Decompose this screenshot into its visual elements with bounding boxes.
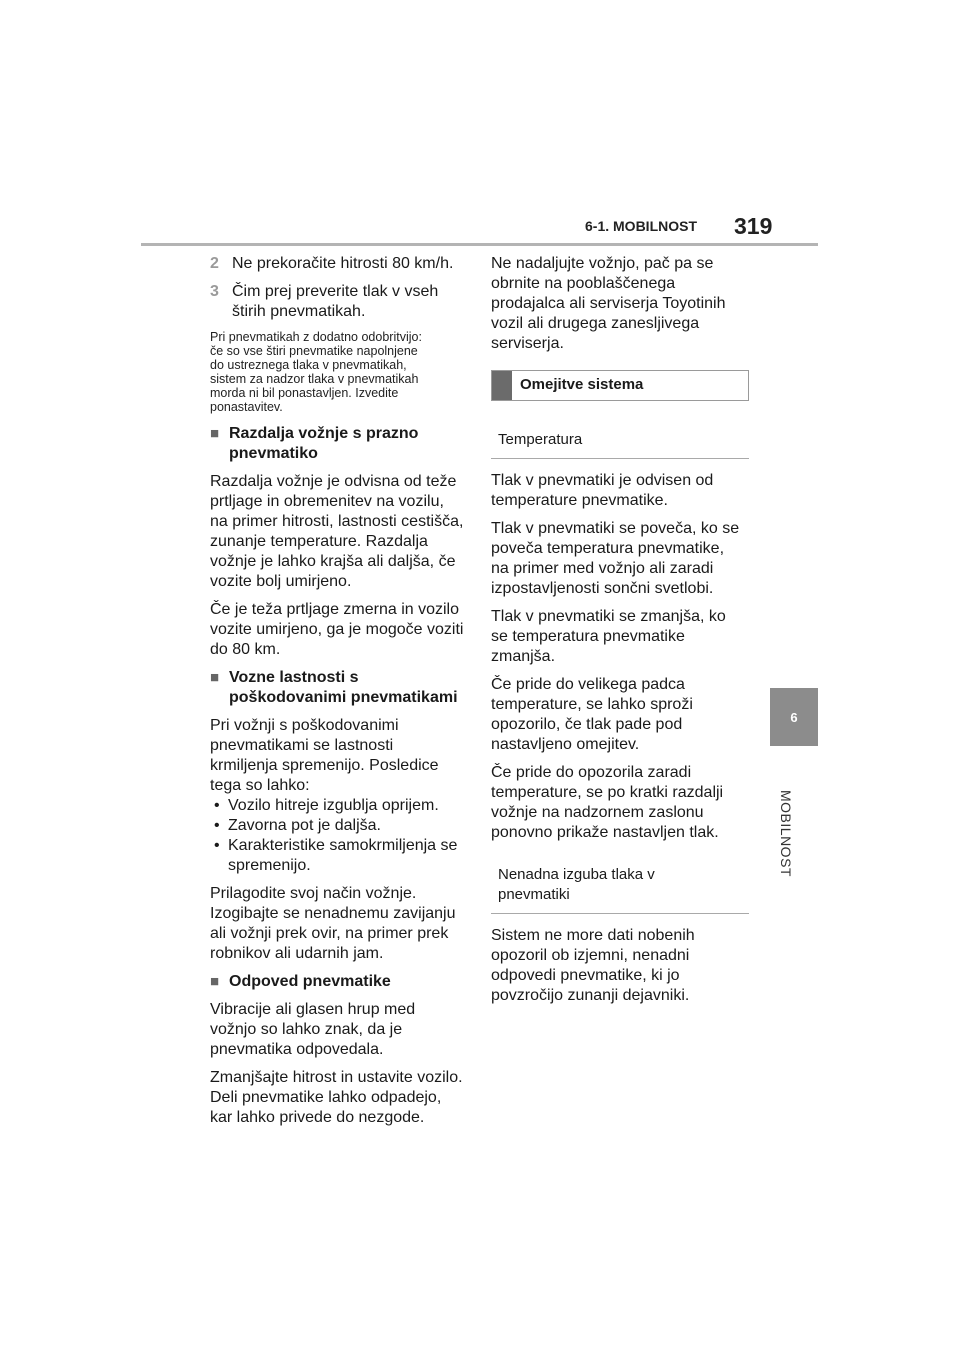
text-line: temperature, se po kratki razdalji (491, 784, 724, 801)
text-line: Tlak v pnevmatiki se poveča, ko se (491, 520, 740, 537)
text-line: poveča temperatura pnevmatike, (491, 540, 725, 557)
text-line: vozil ali drugega zanesljivega (491, 315, 700, 332)
paragraph (210, 884, 468, 964)
square-bullet-icon: ■ (210, 973, 220, 990)
subheading-sudden-pressure-loss (491, 857, 749, 914)
text-line: na primer med vožnjo ali zaradi (491, 560, 714, 577)
text-line: če so vse štiri pnevmatike napolnjene (210, 344, 418, 358)
text-line: Deli pnevmatike lahko odpadejo, (210, 1089, 442, 1106)
list-item: • Vozilo hitreje izgublja oprijem. (210, 796, 468, 816)
paragraph (491, 471, 749, 511)
chapter-number: 6 (790, 710, 798, 725)
section-title: 6-1. MOBILNOST (585, 218, 698, 234)
text-line: opozorilo, če tlak pade pod (491, 716, 683, 733)
text-line: vozite bolj umirjeno. (210, 573, 352, 590)
text-line: Razdalja vožnje je odvisna od teže (210, 473, 457, 490)
text-line: krmiljenja spremenijo. Posledice (210, 757, 439, 774)
text-line: povzročijo zunanji dejavniki. (491, 987, 690, 1004)
chapter-side-label: MOBILNOST (778, 790, 794, 877)
text-line: ali vožnji prek ovir, na primer prek (210, 925, 449, 942)
heading-text: Odpoved pnevmatike (229, 973, 391, 990)
text-line: tega so lahko: (210, 777, 310, 794)
text-line: pnevmatiko (229, 445, 318, 462)
text-line: temperature pnevmatike. (491, 492, 668, 509)
text-line: Vozne lastnosti s (229, 669, 359, 686)
text-line: prtljage in obremenitev na vozilu, (210, 493, 444, 510)
text-line: Če je teža prtljage zmerna in vozilo (210, 601, 460, 618)
text-line: do ustreznega tlaka v pnevmatikah, (210, 358, 407, 372)
paragraph (210, 472, 468, 592)
bullet-list (210, 796, 468, 876)
text-line: serviserja. (491, 335, 564, 352)
text-line: Prilagodite svoj način vožnje. (210, 885, 417, 902)
text-line: prodajalca ali serviserja Toyotinih (491, 295, 726, 312)
heading-tire-failure (210, 972, 468, 992)
list-item: • Zavorna pot je daljša. (210, 816, 468, 836)
paragraph (491, 675, 749, 755)
step-text (232, 282, 438, 322)
square-bullet-icon: ■ (210, 669, 220, 686)
paragraph (210, 716, 468, 876)
text-line: štirih pnevmatikah. (232, 303, 366, 320)
note-text (210, 330, 468, 414)
text-line: Zmanjšajte hitrost in ustavite vozilo. (210, 1069, 463, 1086)
text-line: temperature, se lahko sproži (491, 696, 693, 713)
page-number: 319 (734, 213, 773, 239)
box-accent-bar (492, 371, 512, 400)
text-line: opozoril ob izjemni, nenadni (491, 947, 690, 964)
text-line: zunanje temperature. Razdalja (210, 533, 428, 550)
text-line: vozite umirjeno, ga je mogoče voziti (210, 621, 464, 638)
text-line: Če pride do opozorila zaradi (491, 764, 692, 781)
paragraph (491, 254, 749, 354)
paragraph (491, 926, 749, 1006)
step-2 (210, 254, 468, 274)
header-divider (141, 243, 818, 246)
text-line: sistem za nadzor tlaka v pnevmatikah (210, 372, 419, 386)
text-line: vožnje na nadzornem zaslonu (491, 804, 704, 821)
text-line: pnevmatikami se lastnosti (210, 737, 394, 754)
step-3 (210, 282, 468, 322)
text-line: kar lahko privede do nezgode. (210, 1109, 425, 1126)
list-item: • Karakteristike samokrmiljenja se spremenijo. (210, 836, 468, 876)
text-line: Če pride do velikega padca (491, 676, 685, 693)
text-line: Izogibajte se nenadnemu zavijanju (210, 905, 456, 922)
text-line: Nenadna izguba tlaka v (498, 866, 655, 883)
text-line: izpostavljenosti sončni svetlobi. (491, 580, 714, 597)
text-line: pnevmatika odpovedala. (210, 1041, 384, 1058)
text-line: Pri vožnji s poškodovanimi (210, 717, 399, 734)
text-line: ponovno prikaže nastavljen tlak. (491, 824, 719, 841)
text-line: Čim prej preverite tlak v vseh (232, 283, 439, 300)
text-line: vožnjo so lahko znak, da je (210, 1021, 403, 1038)
section-box-system-limits (491, 370, 749, 401)
text-line: Sistem ne more dati nobenih (491, 927, 695, 944)
text-line: na primer hitrosti, lastnosti cestišča, (210, 513, 464, 530)
text-line: se temperatura pnevmatike (491, 628, 685, 645)
text-line: poškodovanimi pnevmatikami (229, 689, 458, 706)
text-line: nastavljeno omejitev. (491, 736, 640, 753)
text-line: morda ni bil ponastavljen. Izvedite (210, 386, 399, 400)
text-line: pnevmatiki (498, 886, 570, 903)
right-column (491, 254, 749, 1014)
subheading-temperature: Temperatura (491, 422, 749, 459)
heading-driving-characteristics (210, 668, 468, 708)
square-bullet-icon: ■ (210, 425, 220, 442)
text-line: Razdalja vožnje s prazno (229, 425, 419, 442)
heading-flat-tire-range (210, 424, 468, 464)
text-line: ponastavitev. (210, 400, 283, 414)
text-line: odpovedi pnevmatike, ki jo (491, 967, 680, 984)
text-line: do 80 km. (210, 641, 281, 658)
text-line: Vibracije ali glasen hrup med (210, 1001, 416, 1018)
text-line: obrnite na pooblaščenega (491, 275, 676, 292)
step-text: Ne prekoračite hitrosti 80 km/h. (232, 255, 454, 272)
text-line: zmanjša. (491, 648, 556, 665)
paragraph (491, 607, 749, 667)
paragraph (210, 1000, 468, 1060)
text-line: Ne nadaljujte vožnjo, pač pa se (491, 255, 714, 272)
text-line: Tlak v pnevmatiki se zmanjša, ko (491, 608, 726, 625)
paragraph (210, 1068, 468, 1128)
chapter-tab[interactable] (770, 688, 818, 746)
text-line: robnikov ali udarnih jam. (210, 945, 384, 962)
left-column (210, 254, 468, 1136)
box-title: Omejitve sistema (520, 376, 644, 393)
text-line: vožnje je lahko krajša ali daljša, če (210, 553, 456, 570)
paragraph (491, 763, 749, 843)
text-line: Tlak v pnevmatiki je odvisen od (491, 472, 714, 489)
text-line: Pri pnevmatikah z dodatno odobritvijo: (210, 330, 422, 344)
paragraph (491, 519, 749, 599)
step-number: 3 (210, 283, 219, 300)
paragraph (210, 600, 468, 660)
step-number: 2 (210, 255, 219, 272)
